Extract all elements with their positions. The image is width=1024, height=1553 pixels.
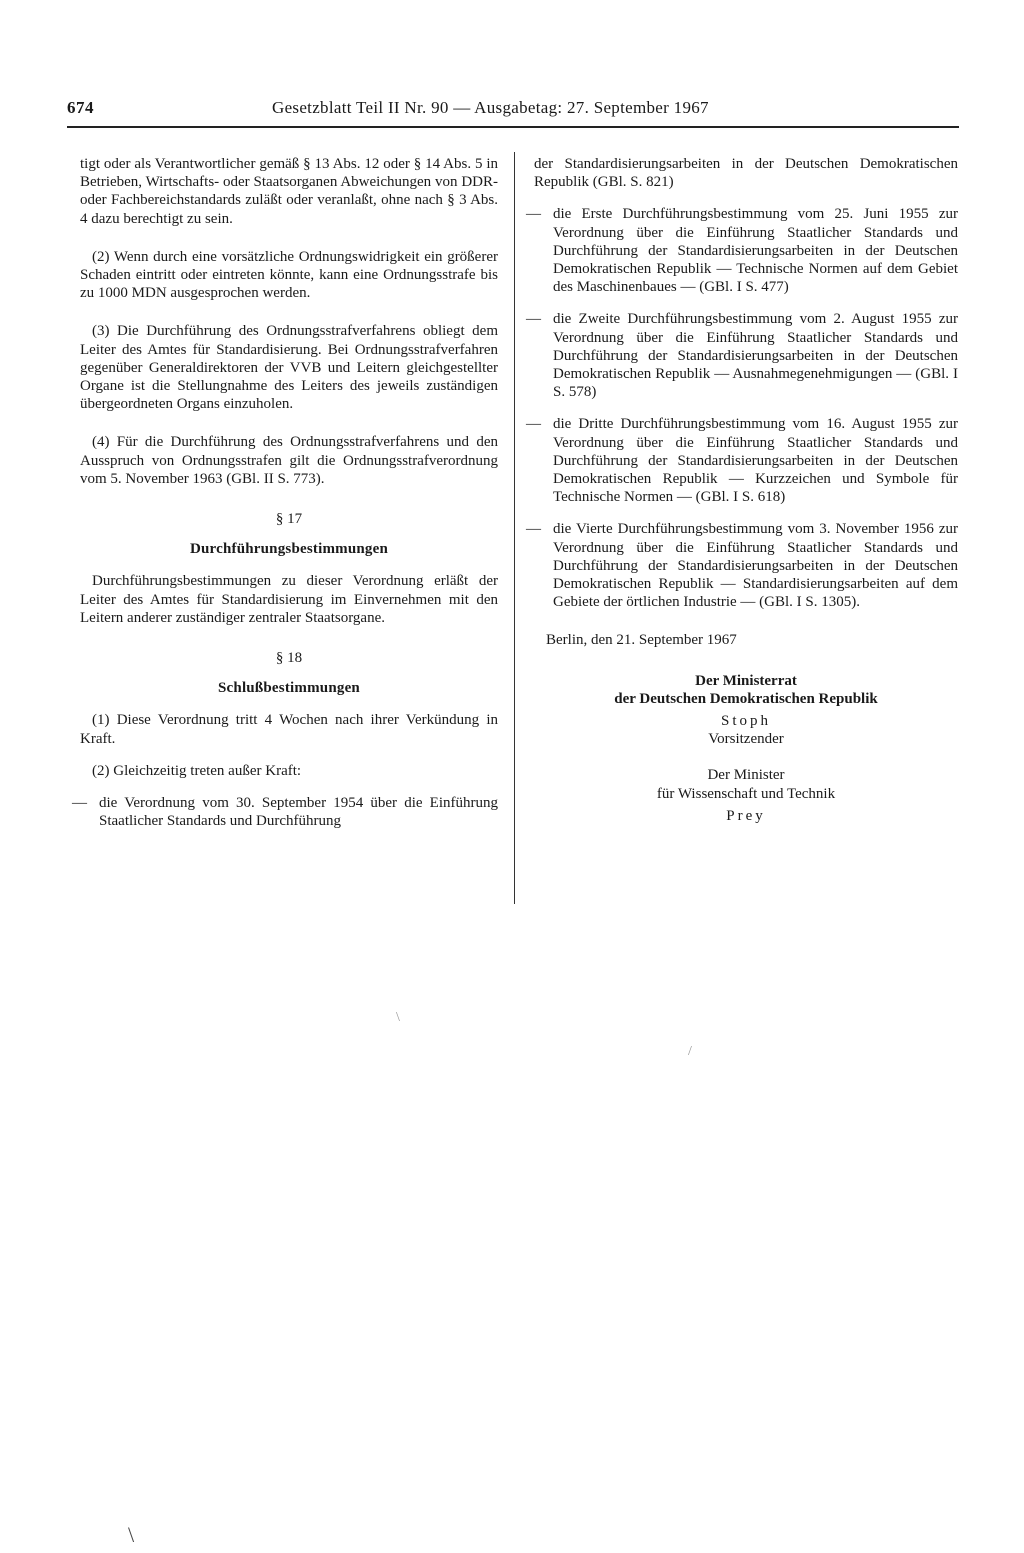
dash-marker: — <box>526 416 541 433</box>
running-head: Gesetzblatt Teil II Nr. 90 — Ausgabetag: 27. September 1967 <box>272 98 709 117</box>
section-18-paragraph-1: (1) Diese Verordnung tritt 4 Wochen nach ihrer Verkündung in Kraft. <box>80 712 498 747</box>
section-18-paragraph-2: (2) Gleichzeitig treten außer Kraft: <box>92 762 302 779</box>
page-header <box>67 96 959 128</box>
paragraph-4: (4) Für die Durchführung des Ordnungsstrafverfahrens und den Ausspruch von Ordnungsstrafen gilt die Ordnungsstrafverordnung vom 5. November 1963 (GBl. II S. 773). <box>80 434 498 487</box>
repeal-item-text: die Vierte Durchführungsbestimmung vom 3. November 1956 zur Verordnung über die Einführung Staatlicher Standards und Durchführung der Standardisierungsarbeiten in der Deutschen Demokratischen Republik — Standardisierungsarbeiten auf dem Gebiete der örtlichen Industrie — (GBl. I S. 1305). <box>553 521 958 611</box>
repeal-list-item <box>526 310 958 401</box>
dash-marker: — <box>526 311 541 328</box>
section-17-text: Durchführungsbestimmungen zu dieser Verordnung erläßt der Leiter des Amtes für Standardisierung im Einvernehmen mit den Leitern anderer zuständiger zentraler Staatsorgane. <box>80 573 498 626</box>
repeal-item-text: die Erste Durchführungsbestimmung vom 25. Juni 1955 zur Verordnung über die Einführung Staatlicher Standards und Durchführung der Standardisierungsarbeiten in der Deutschen Demokratischen Republik — Technische Normen auf dem Gebiet des Maschinenbaues — (GBl. I S. 477) <box>553 206 958 296</box>
dash-marker: — <box>72 795 87 812</box>
right-column <box>526 155 958 825</box>
repeal-list-item <box>526 520 958 611</box>
signatory-role-2-line-1: Der Minister <box>707 767 785 784</box>
paragraph-3: (3) Die Durchführung des Ordnungsstrafverfahrens obliegt dem Leiter des Amtes für Standardisierung. Bei Ordnungsstrafverfahren gegenüber Generaldirektoren der VVB und Leitern gleichgestellter Organe ist die Stellungnahme des Leiters des jeweils zuständigen übergeordneten Organs einzuholen. <box>80 323 498 413</box>
signatory-name-1: Stoph <box>720 713 771 730</box>
repeal-list-item <box>526 205 958 296</box>
continuation-text: tigt oder als Verantwortlicher gemäß § 13 Abs. 12 oder § 14 Abs. 5 in Betrieben, Wirtschafts- oder Staatsorganen Abweichungen von DDR- oder Fachbereichstandards zuläßt oder veranlaßt, ohne nach § 3 Abs. 4 dazu berechtigt zu sein. <box>80 156 498 227</box>
section-18-number: § 18 <box>275 650 303 667</box>
repeal-list-item <box>72 794 498 830</box>
scan-mark: / <box>688 1044 692 1059</box>
page-number: 674 <box>67 98 94 117</box>
continuation-text-right: der Standardisierungsarbeiten in der Deutschen Demokratischen Republik (GBl. S. 821) <box>534 156 958 191</box>
signatory-organ-line-2: der Deutschen Demokratischen Republik <box>614 690 878 707</box>
paragraph-2: (2) Wenn durch eine vorsätzliche Ordnungswidrigkeit ein größerer Schaden eintritt oder eintreten könnte, kann eine Ordnungsstrafe bis zu 1000 MDN ausgesprochen werden. <box>80 248 498 302</box>
signatory-role-2-line-2: für Wissenschaft und Technik <box>656 785 836 802</box>
section-18-title: Schlußbestimmungen <box>218 680 360 697</box>
dash-marker: — <box>526 521 541 538</box>
repeal-item-text: die Zweite Durchführungsbestimmung vom 2. August 1955 zur Verordnung über die Einführung Staatlicher Standards und Durchführung der Standardisierungsarbeiten in der Deutschen Demokratischen Republik — Ausnahmegenehmigungen — (GBl. I S. 578) <box>553 311 958 401</box>
section-17-title: Durchführungsbestimmungen <box>189 541 389 558</box>
scan-mark: \ <box>128 1522 135 1547</box>
signatory-name-2: Prey <box>726 807 766 824</box>
left-column <box>72 155 498 830</box>
scan-mark: \ <box>396 1010 400 1025</box>
repeal-item-text: die Verordnung vom 30. September 1954 über die Einführung Staatlicher Standards und Durchführung <box>99 795 498 830</box>
repeal-list-item <box>526 415 958 506</box>
place-and-date: Berlin, den 21. September 1967 <box>546 632 737 649</box>
repeal-item-text: die Dritte Durchführungsbestimmung vom 16. August 1955 zur Verordnung über die Einführung Staatlicher Standards und Durchführung der Standardisierungsarbeiten in der Deutschen Demokratischen Republik — Kurzzeichen und Symbole für Technische Normen — (GBl. I S. 618) <box>553 416 958 506</box>
dash-marker: — <box>526 206 541 223</box>
signatory-organ-line-1: Der Ministerrat <box>695 672 797 689</box>
signatory-role-1: Vorsitzender <box>708 731 784 748</box>
column-divider <box>514 152 515 904</box>
section-17-number: § 17 <box>275 511 303 528</box>
signature-block <box>534 672 958 825</box>
